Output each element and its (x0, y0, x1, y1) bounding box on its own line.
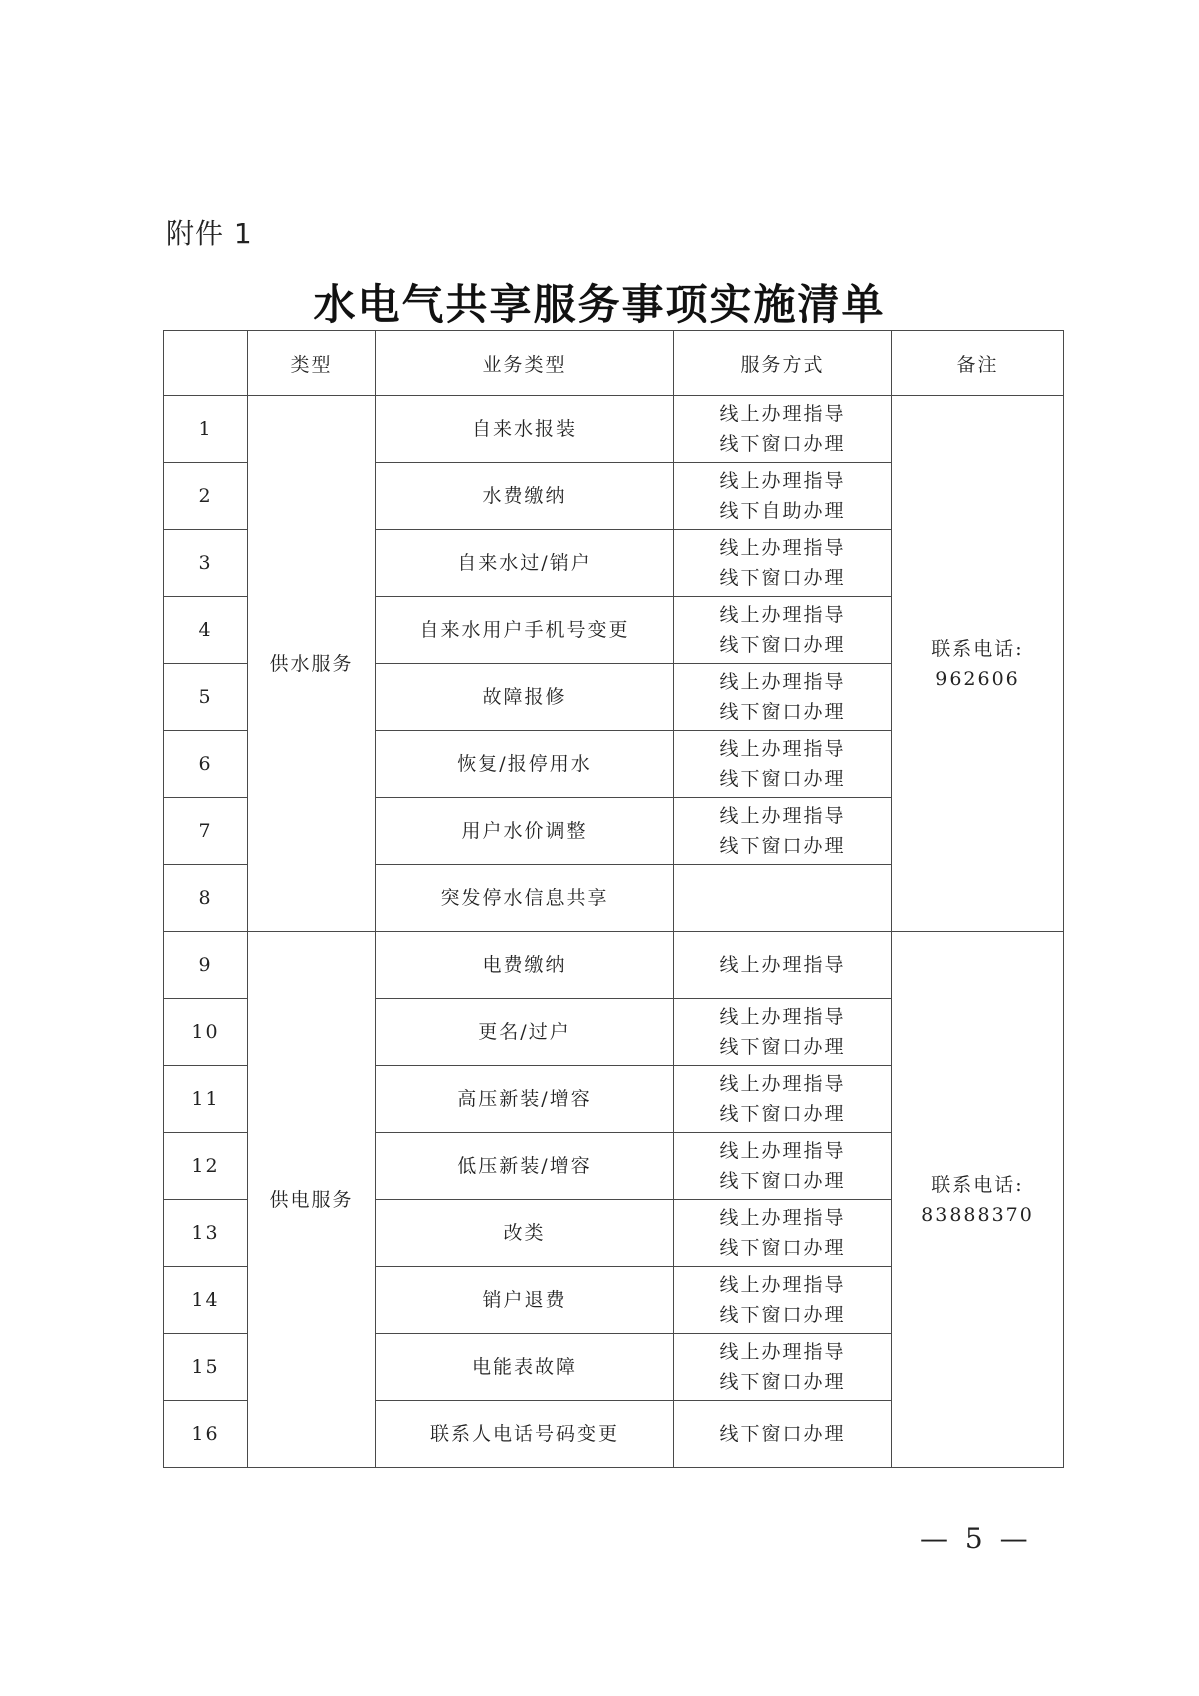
row-number: 9 (164, 932, 248, 999)
service-method-line: 线上办理指导 (719, 403, 846, 425)
business-type-cell: 低压新装/增容 (376, 1133, 674, 1200)
business-type-cell: 电能表故障 (376, 1334, 674, 1401)
service-method-cell (674, 798, 892, 865)
service-method-line: 线下窗口办理 (719, 634, 846, 656)
business-type-cell: 水费缴纳 (376, 463, 674, 530)
service-method-line: 线上办理指导 (719, 805, 846, 827)
service-method-line: 线下窗口办理 (719, 768, 846, 790)
service-method-line: 线下窗口办理 (719, 1170, 846, 1192)
business-type-cell: 更名/过户 (376, 999, 674, 1066)
service-method-line: 线上办理指导 (719, 1207, 846, 1229)
business-type-cell: 销户退费 (376, 1267, 674, 1334)
service-method-line: 线下窗口办理 (719, 835, 846, 857)
service-method-line: 线上办理指导 (719, 954, 846, 976)
business-type-cell: 电费缴纳 (376, 932, 674, 999)
service-method-cell (674, 1267, 892, 1334)
service-method-line: 线下窗口办理 (719, 567, 846, 589)
row-number: 6 (164, 731, 248, 798)
service-method-line: 线上办理指导 (719, 1073, 846, 1095)
service-method-cell (674, 530, 892, 597)
business-type-cell: 用户水价调整 (376, 798, 674, 865)
row-number: 16 (164, 1401, 248, 1468)
header-no (164, 331, 248, 396)
service-method-line: 线上办理指导 (719, 1140, 846, 1162)
business-type-cell: 自来水用户手机号变更 (376, 597, 674, 664)
row-number: 4 (164, 597, 248, 664)
service-list-table (163, 330, 1064, 1468)
document-title: 水电气共享服务事项实施清单 (313, 280, 886, 329)
service-method-cell (674, 597, 892, 664)
business-type-cell: 自来水过/销户 (376, 530, 674, 597)
row-number: 10 (164, 999, 248, 1066)
service-method-cell (674, 932, 892, 999)
service-method-line: 线上办理指导 (719, 1006, 846, 1028)
note-cell (892, 396, 1064, 932)
business-type-cell: 故障报修 (376, 664, 674, 731)
table-row (164, 396, 1064, 463)
row-number: 3 (164, 530, 248, 597)
business-type-cell: 突发停水信息共享 (376, 865, 674, 932)
header-service: 服务方式 (674, 331, 892, 396)
header-business: 业务类型 (376, 331, 674, 396)
service-method-line: 线上办理指导 (719, 738, 846, 760)
attachment-label: 附件 1 (166, 217, 253, 250)
business-type-cell: 恢复/报停用水 (376, 731, 674, 798)
service-method-line: 线上办理指导 (719, 604, 846, 626)
business-type-cell: 高压新装/增容 (376, 1066, 674, 1133)
service-method-line: 线下窗口办理 (719, 1304, 846, 1326)
service-method-cell (674, 1334, 892, 1401)
service-method-line: 线上办理指导 (719, 537, 846, 559)
service-method-line: 线下窗口办理 (719, 1423, 846, 1445)
contact-label: 联系电话: (931, 1173, 1024, 1196)
service-method-cell (674, 396, 892, 463)
service-method-cell (674, 1066, 892, 1133)
service-method-line: 线下窗口办理 (719, 1103, 846, 1125)
service-method-cell (674, 664, 892, 731)
business-type-cell: 自来水报装 (376, 396, 674, 463)
service-method-cell (674, 1133, 892, 1200)
page-number: — 5 — (920, 1522, 1032, 1555)
header-note: 备注 (892, 331, 1064, 396)
service-method-line: 线下窗口办理 (719, 701, 846, 723)
service-method-cell (674, 463, 892, 530)
row-number: 5 (164, 664, 248, 731)
contact-label: 联系电话: (931, 637, 1024, 660)
service-method-cell (674, 1200, 892, 1267)
header-row (164, 331, 1064, 396)
service-method-line: 线下窗口办理 (719, 1371, 846, 1393)
row-number: 8 (164, 865, 248, 932)
business-type-cell: 改类 (376, 1200, 674, 1267)
service-method-line: 线上办理指导 (719, 470, 846, 492)
service-type-cell: 供电服务 (248, 932, 376, 1468)
row-number: 13 (164, 1200, 248, 1267)
service-method-cell (674, 1401, 892, 1468)
service-method-cell (674, 999, 892, 1066)
row-number: 7 (164, 798, 248, 865)
service-method-line: 线下窗口办理 (719, 1237, 846, 1259)
row-number: 15 (164, 1334, 248, 1401)
table-body (164, 396, 1064, 1468)
row-number: 1 (164, 396, 248, 463)
service-type-cell: 供水服务 (248, 396, 376, 932)
service-method-line: 线上办理指导 (719, 1274, 846, 1296)
row-number: 2 (164, 463, 248, 530)
service-method-line: 线下窗口办理 (719, 1036, 846, 1058)
note-cell (892, 932, 1064, 1468)
row-number: 11 (164, 1066, 248, 1133)
table-header (164, 331, 1064, 396)
row-number: 14 (164, 1267, 248, 1334)
row-number: 12 (164, 1133, 248, 1200)
business-type-cell: 联系人电话号码变更 (376, 1401, 674, 1468)
contact-phone: 83888370 (921, 1203, 1034, 1226)
contact-phone: 962606 (935, 667, 1020, 690)
service-method-line: 线下窗口办理 (719, 433, 846, 455)
table-row (164, 932, 1064, 999)
header-type: 类型 (248, 331, 376, 396)
service-method-line: 线下自助办理 (719, 500, 846, 522)
service-method-cell (674, 865, 892, 932)
service-method-line: 线上办理指导 (719, 671, 846, 693)
service-method-line: 线上办理指导 (719, 1341, 846, 1363)
service-method-cell (674, 731, 892, 798)
